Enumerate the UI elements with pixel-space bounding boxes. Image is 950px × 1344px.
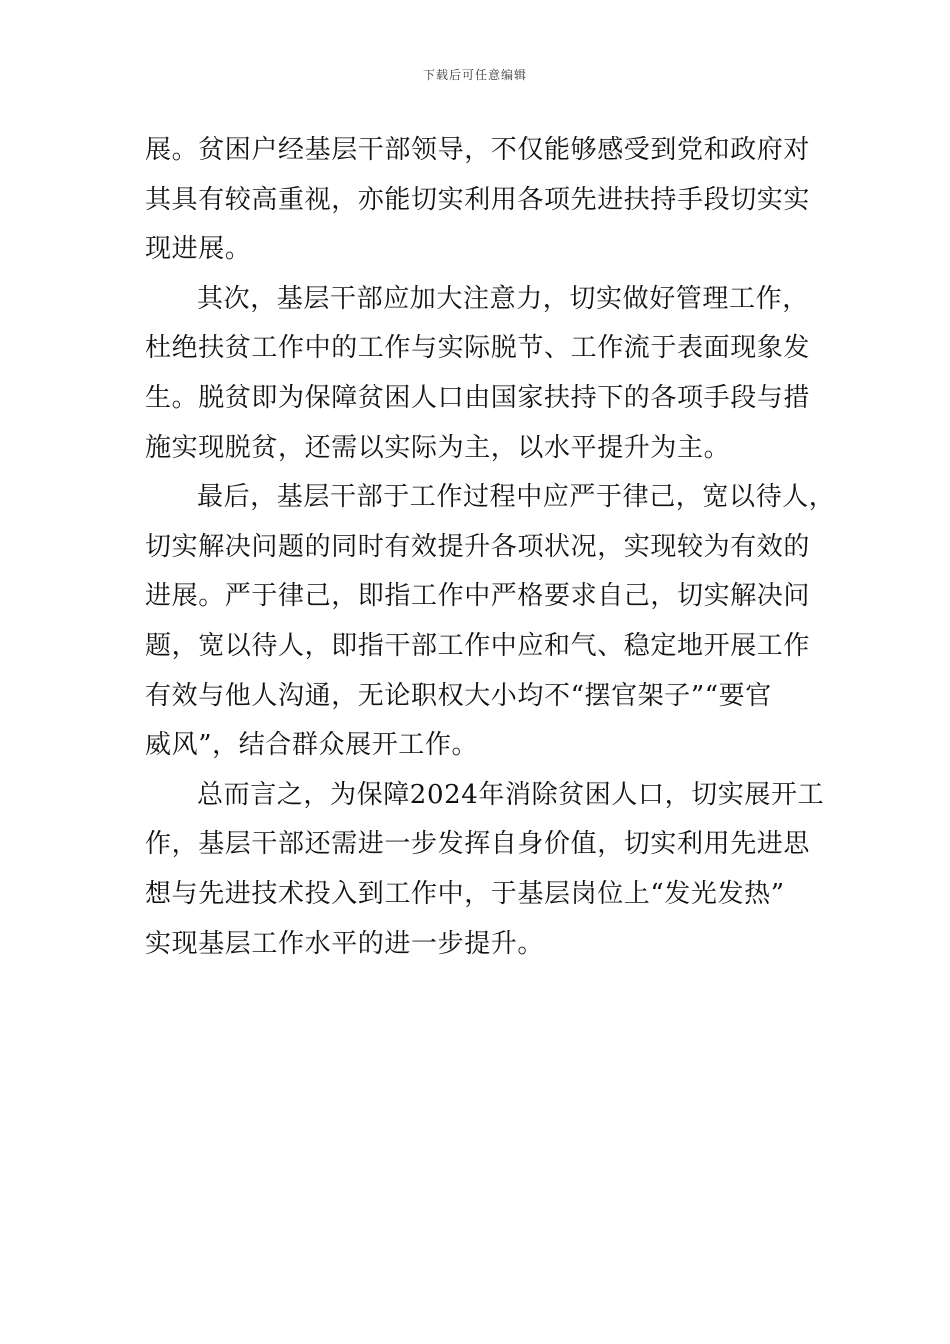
text-line: 施实现脱贫，还需以实际为主，以水平提升为主。: [145, 432, 731, 463]
text-line: 威风”，结合群众展开工作。: [145, 730, 479, 761]
text-line: 题，宽以待人，即指干部工作中应和气、稳定地开展工作: [145, 630, 811, 661]
text-line: 实现基层工作水平的进一步提升。: [145, 928, 545, 959]
paragraph-first-line: 总而言之，为保障2024年消除贫困人口，切实展开工: [197, 779, 825, 810]
paragraph-first-line: 最后，基层干部于工作过程中应严于律己，宽以待人，: [197, 482, 836, 513]
text-line: 现进展。: [145, 234, 252, 265]
document-body: [145, 126, 836, 969]
text-line: 进展。严于律己，即指工作中严格要求自己，切实解决问: [145, 581, 811, 612]
text-line: 生。脱贫即为保障贫困人口由国家扶持下的各项手段与措: [145, 382, 811, 413]
paragraph-first-line: 其次，基层干部应加大注意力，切实做好管理工作，: [197, 283, 809, 314]
text-line: 作，基层干部还需进一步发挥自身价值，切实利用先进思: [145, 829, 811, 860]
text-line: 展。贫困户经基层干部领导，不仅能够感受到党和政府对: [145, 135, 811, 165]
text-line: 想与先进技术投入到工作中，于基层岗位上“发光发热”: [145, 878, 785, 909]
text-line: 其具有较高重视，亦能切实利用各项先进扶持手段切实实: [145, 184, 811, 215]
text-line: 切实解决问题的同时有效提升各项状况，实现较为有效的: [145, 531, 811, 562]
text-line: 杜绝扶贫工作中的工作与实际脱节、工作流于表面现象发: [145, 333, 811, 364]
text-line: 有效与他人沟通，无论职权大小均不“摆官架子”“要官: [145, 680, 772, 711]
header-note: 下载后可任意编辑: [422, 68, 527, 82]
